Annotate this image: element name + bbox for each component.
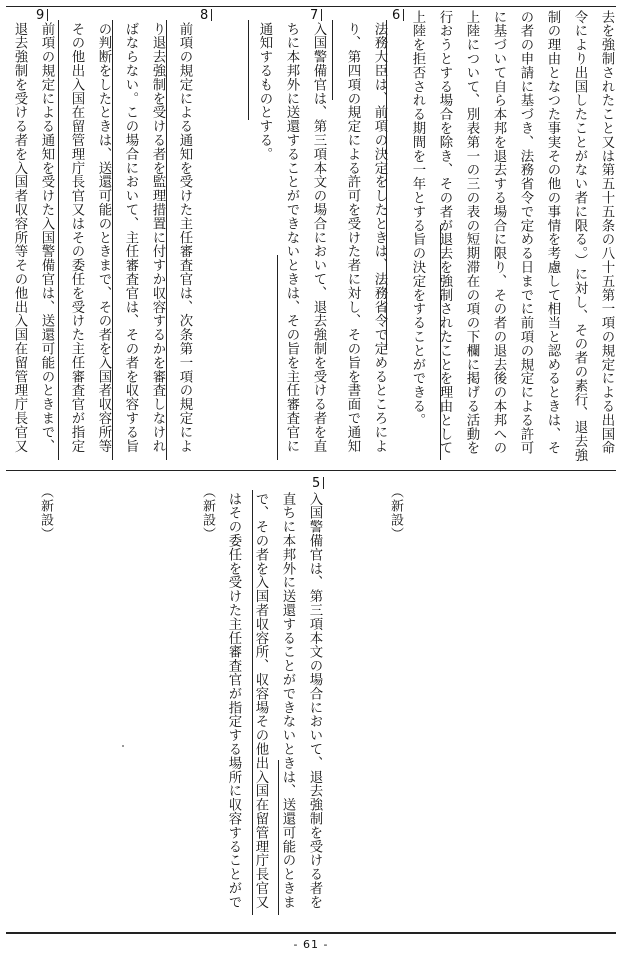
new-provision-label: （新設） bbox=[388, 485, 403, 541]
lower-para-5-number: 5 bbox=[312, 476, 324, 491]
new-provision-label: （新設） bbox=[38, 485, 53, 541]
amendment-line bbox=[252, 490, 253, 915]
lower-para-5-text: 入国警備官は、第三項本文の場合において、退去強制を受ける者を直ちに本邦外に送還することができないときは、送還可能のときまで、その者を入国者収容所、収容場その他出入国在留管理庁長官又はその委任を受けた主任審査官が指定する場所に収容することがで bbox=[226, 492, 322, 909]
para-9-text: 前項の規定による通知を受けた入国警備官は、送還可能のときまで、退去強制を受ける者を入国者収容所等その他出入国在留管理庁長官又 bbox=[12, 22, 54, 453]
para-9-number: 9 bbox=[36, 8, 48, 23]
middle-rule bbox=[6, 470, 616, 471]
amendment-line bbox=[277, 255, 278, 460]
amendment-line bbox=[332, 20, 333, 100]
page-number: - 61 - bbox=[293, 938, 329, 951]
speck bbox=[122, 745, 124, 747]
para-8-text: 前項の規定による通知を受けた主任審査官は、次条第一項の規定により退去強制を受ける者を監理措置に付すか収容するかを審査しなければならない。この場合において、主任審査官は、その者を収容する旨の判断をしたときは、送還可能のときまで、その者を入国者収容所等その他出入国在留管理庁長官又はその委任を受けた主任審査官が指定 bbox=[69, 22, 192, 453]
para-7-text: 入国警備官は、第三項本文の場合において、退去強制を受ける者を直ちに本邦外に送還することができないときは、その旨を主任審査官に通知するものとする。 bbox=[257, 22, 326, 453]
upper-continuation-text: 去を強制されたこと又は第五十五条の八十五第一項の規定による出国命令により出国したことがない者に限る。）に対し、その者の素行、退去強制の理由となつた事実その他の事情を考慮して相当と認めるときは、その者の申請に基づき、法務省令で定める日までに前項の規定による許可に基づいて自ら本邦を退去する場合に限り、その者の退去後の本邦への上陸について、別表第一の三の表の短期滞在の項の下欄に掲げる活動を行おうとする場合を除き、その者が退去を強制されたことを理由として上陸を拒否される期間を一年とする旨の決定をすることができる。 bbox=[410, 10, 614, 462]
bottom-rule bbox=[6, 932, 616, 934]
new-provision-label: （新設） bbox=[200, 485, 215, 541]
top-rule bbox=[6, 6, 616, 7]
amendment-line bbox=[278, 760, 279, 915]
amendment-line bbox=[386, 20, 387, 350]
amendment-line bbox=[166, 20, 167, 460]
amendment-line bbox=[440, 225, 441, 460]
para-7-number: 7 bbox=[310, 8, 322, 23]
amendment-line bbox=[248, 20, 249, 120]
para-8-number: 8 bbox=[200, 8, 212, 23]
amendment-line bbox=[58, 20, 59, 460]
amendment-line bbox=[112, 20, 113, 460]
para-6-text: 法務大臣は、前項の決定をしたときは、法務省令で定めるところにより、第四項の規定による許可を受けた者に対し、その旨を書面で通知 bbox=[345, 22, 387, 453]
para-6-number: 6 bbox=[392, 8, 404, 23]
